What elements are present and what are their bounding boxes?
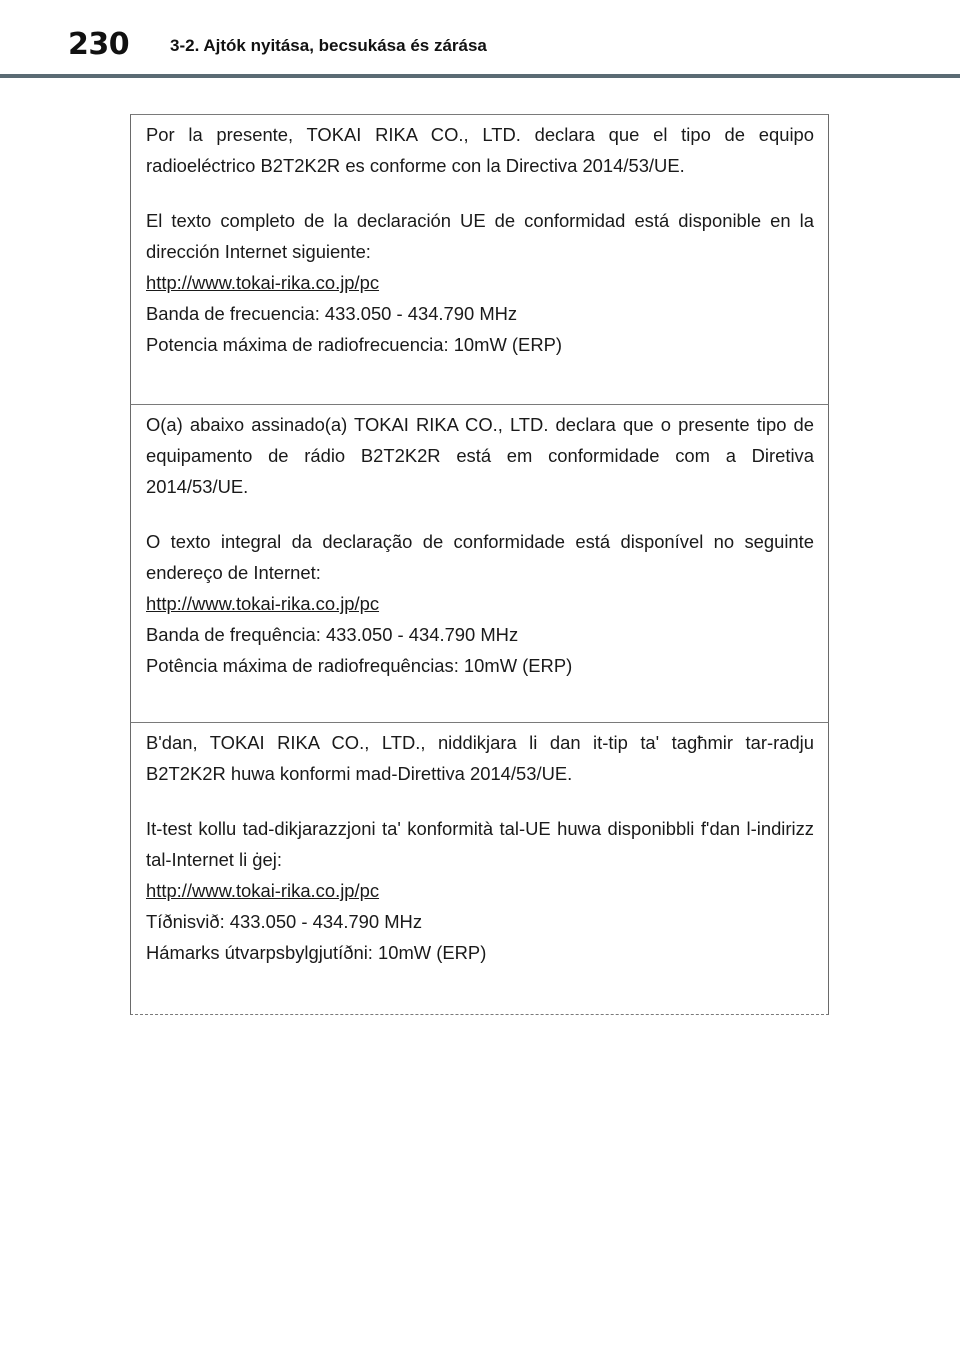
declaration-statement: O(a) abaixo assinado(a) TOKAI RIKA CO., LTD. declara que o presente tipo de equipamento de rádio B2T2K2R está em conformidade com a Diretiva 2014/53/UE. bbox=[146, 414, 814, 497]
frequency-band: Banda de frecuencia: 433.050 - 434.790 MHz bbox=[146, 303, 518, 324]
frequency-band: Banda de frequência: 433.050 - 434.790 MHz bbox=[146, 624, 519, 645]
page-number: 230 bbox=[68, 27, 130, 62]
declaration-statement: Por la presente, TOKAI RIKA CO., LTD. declara que el tipo de equipo radioeléctrico B2T2K2R es conforme con la Directiva 2014/53/UE. bbox=[146, 124, 814, 176]
declaration-url-link[interactable]: http://www.tokai-rika.co.jp/pc bbox=[146, 272, 380, 293]
declaration-statement: B'dan, TOKAI RIKA CO., LTD., niddikjara li dan it-tip ta' tagħmir tar-radju B2T2K2R huwa konformi mad-Direttiva 2014/53/UE. bbox=[146, 732, 814, 784]
declaration-url-link[interactable]: http://www.tokai-rika.co.jp/pc bbox=[146, 593, 380, 614]
max-power: Potência máxima de radiofrequências: 10mW (ERP) bbox=[146, 655, 573, 676]
frequency-band: Tíðnisvið: 433.050 - 434.790 MHz bbox=[146, 911, 423, 932]
declaration-box-portuguese bbox=[130, 404, 829, 722]
section-title: 3-2. Ajtók nyitása, becsukása és zárása bbox=[170, 36, 487, 55]
header-divider bbox=[0, 74, 960, 78]
declaration-availability: It-test kollu tad-dikjarazzjoni ta' konformità tal-UE huwa disponibbli f'dan l-indirizz tal-Internet li ġej: bbox=[146, 818, 814, 870]
declaration-availability: El texto completo de la declaración UE de conformidad está disponible en la dirección Internet siguiente: bbox=[146, 210, 814, 262]
page-header bbox=[0, 0, 960, 78]
declaration-box-maltese bbox=[130, 722, 829, 1015]
declaration-availability: O texto integral da declaração de conformidade está disponível no seguinte endereço de Internet: bbox=[146, 531, 814, 583]
max-power: Potencia máxima de radiofrecuencia: 10mW (ERP) bbox=[146, 334, 562, 355]
declaration-url-link[interactable]: http://www.tokai-rika.co.jp/pc bbox=[146, 880, 380, 901]
declaration-box-spanish bbox=[130, 114, 829, 404]
max-power: Hámarks útvarpsbylgjutíðni: 10mW (ERP) bbox=[146, 942, 487, 963]
